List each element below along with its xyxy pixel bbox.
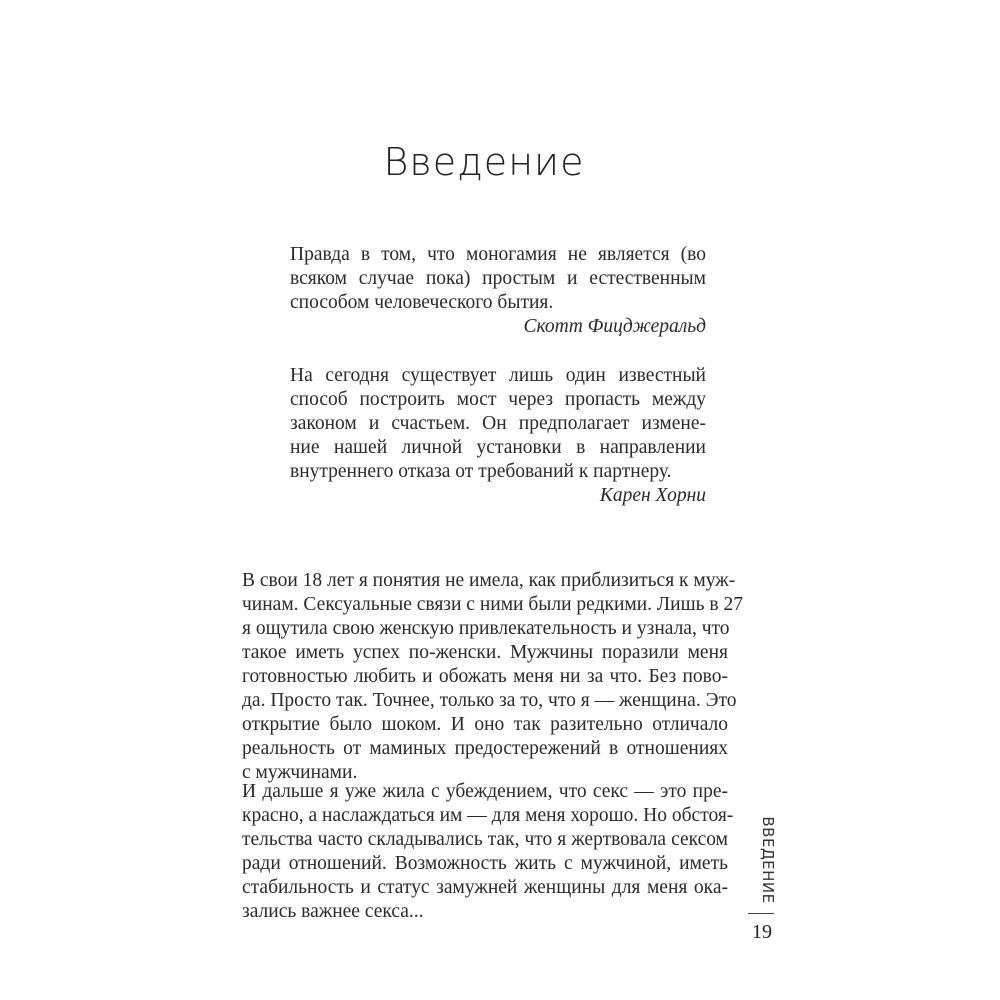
- paragraph-1: [242, 569, 743, 785]
- epigraph-line: способ построить мост через пропасть между: [290, 389, 706, 410]
- paragraph-2: [242, 780, 734, 924]
- text-line: зались важнее секса...: [242, 901, 424, 922]
- text-line: И дальше я уже жила с убеждением, что секс — это пре-: [242, 781, 728, 802]
- text-line: ради отношений. Возможность жить с мужчиной, иметь: [242, 853, 728, 874]
- running-head: [748, 816, 788, 904]
- text-line: открытие было шоком. И оно так разительно отличало: [242, 714, 728, 735]
- epigraph-1: [290, 243, 706, 339]
- epigraph-line: На сегодня существует лишь один известный: [290, 365, 706, 386]
- epigraph-line: внутреннего отказа от требований к партнеру.: [290, 461, 672, 482]
- epigraph-2: [290, 364, 706, 508]
- text-line: с мужчинами.: [242, 762, 358, 783]
- text-line: чинам. Сексуальные связи с ними были редкими. Лишь в 27: [242, 594, 743, 615]
- epigraph-line: Правда в том, что моногамия не является (во: [290, 244, 706, 265]
- text-line: В свои 18 лет я понятия не имела, как приблизиться к муж-: [242, 570, 736, 591]
- epigraph-author: Скотт Фицджеральд: [523, 316, 706, 337]
- folio-divider: [748, 913, 774, 914]
- epigraph-line: всяком случае пока) простым и естественным: [290, 268, 706, 289]
- text-line: такое иметь успех по-женски. Мужчины поразили меня: [242, 642, 728, 663]
- epigraph-author: Карен Хорни: [599, 485, 706, 506]
- epigraph-line: ние нашей личной установки в направлении: [290, 437, 706, 458]
- chapter-title: Введение: [383, 140, 585, 184]
- text-line: я ощутила свою женскую привлекательность и узнала, что: [242, 618, 730, 639]
- text-line: красно, а наслаждаться им — для меня хорошо. Но обстоя-: [242, 805, 734, 826]
- text-line: да. Просто так. Точнее, только за то, что я — женщина. Это: [242, 690, 737, 711]
- page-number: 19: [752, 921, 772, 943]
- text-line: реальность от маминых предостережений в отношениях: [242, 738, 728, 759]
- text-line: тельства часто складывались так, что я жертвовала сексом: [242, 829, 728, 850]
- epigraph-line: способом человеческого бытия.: [290, 292, 554, 313]
- text-line: готовностью любить и обожать меня ни за что. Без пово-: [242, 666, 728, 687]
- text-line: стабильность и статус замужней женщины для меня ока-: [242, 877, 728, 898]
- epigraph-line: законом и счастьем. Он предполагает измене-: [290, 413, 706, 434]
- running-head-text: ВВЕДЕНИЕ: [759, 816, 777, 904]
